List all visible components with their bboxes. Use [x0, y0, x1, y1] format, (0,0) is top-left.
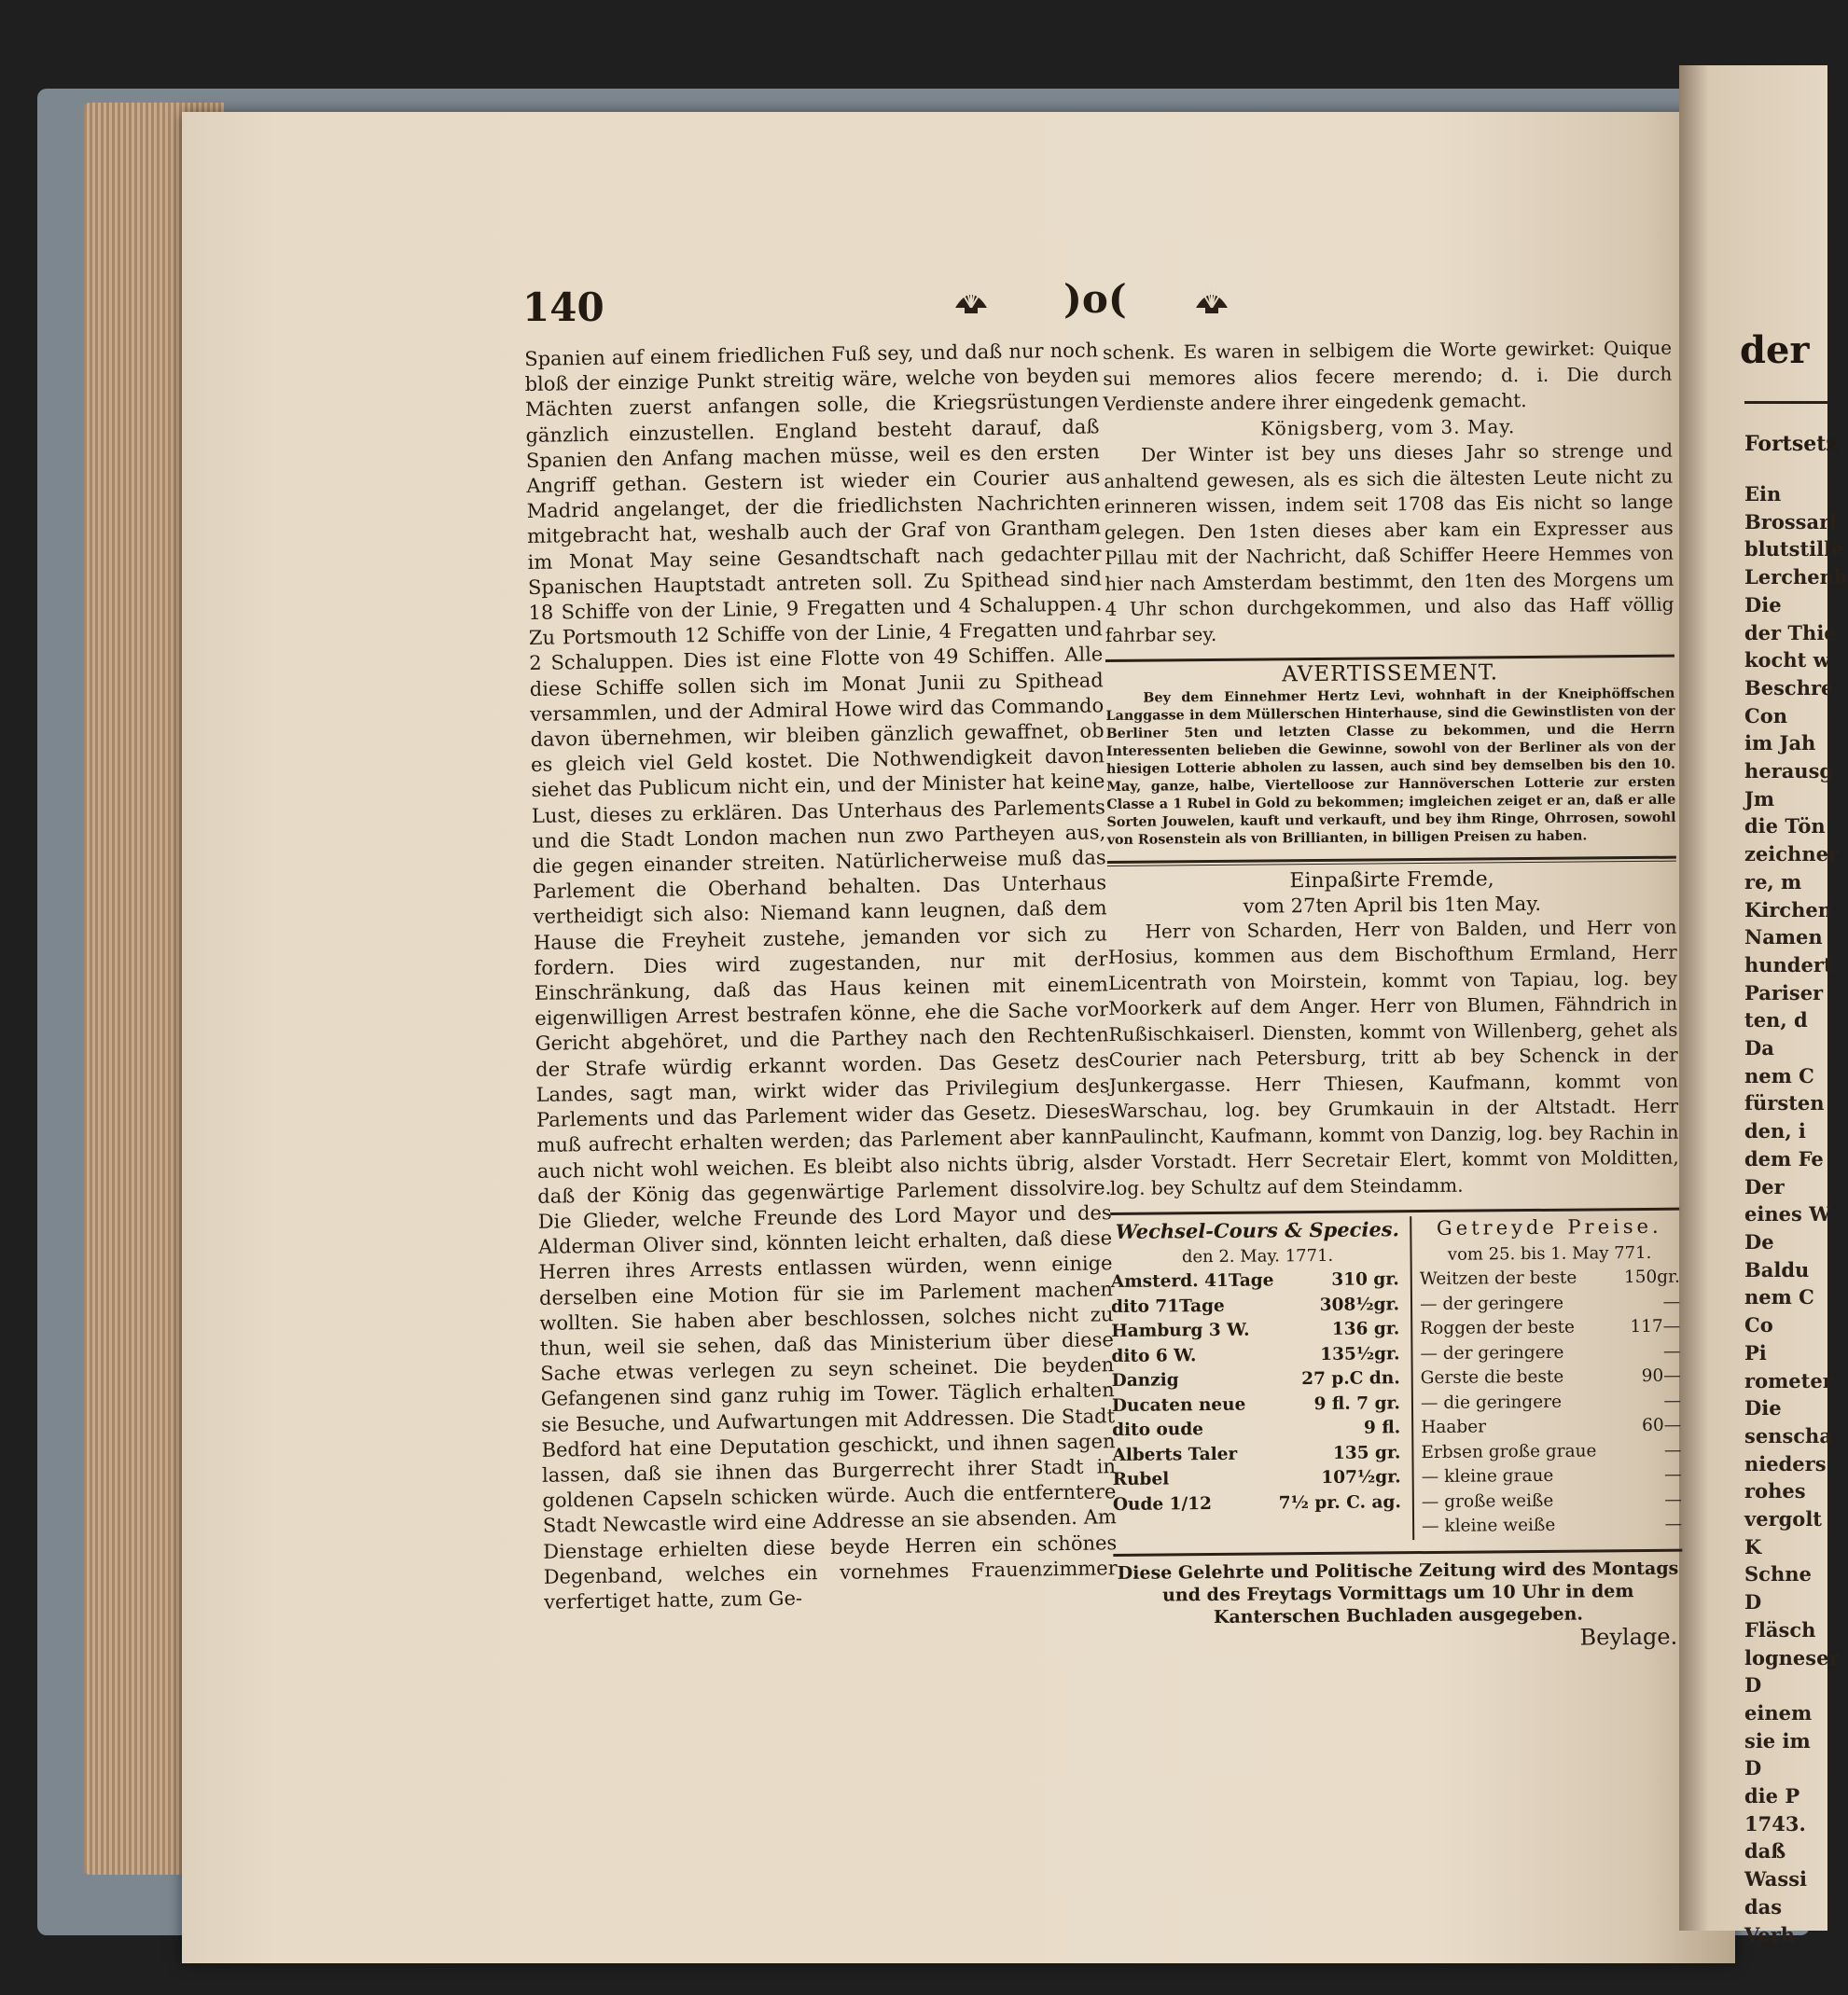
grain-value: —: [1664, 1489, 1682, 1510]
adjacent-page-heading: der: [1740, 328, 1810, 372]
grain-row: [1420, 1315, 1680, 1342]
exchange-row: [1112, 1416, 1406, 1443]
adjacent-page-rule: [1744, 401, 1827, 404]
grain-value: 90—: [1641, 1365, 1681, 1387]
exchange-title: Wechsel-Cours & Species.: [1115, 1217, 1399, 1243]
adjacent-page-text: [1744, 480, 1848, 1948]
adjacent-page-line: eines W: [1744, 1202, 1831, 1226]
adjacent-page-line: hundert: [1744, 952, 1833, 977]
exchange-value: 308½gr.: [1319, 1294, 1400, 1315]
adjacent-page-line: fürsten: [1744, 1091, 1825, 1115]
grain-label: Gerste die beste: [1420, 1366, 1564, 1389]
adjacent-page-line: senscha: [1744, 1423, 1832, 1448]
grain-row: [1422, 1463, 1682, 1490]
exchange-label: Hamburg 3 W.: [1111, 1320, 1250, 1341]
adjacent-page-line: re, m: [1744, 869, 1802, 894]
adjacent-page-line: Pi: [1744, 1340, 1767, 1365]
exchange-label: Oude 1/12: [1112, 1493, 1213, 1515]
exchange-row: [1111, 1317, 1405, 1344]
adjacent-page-line: daß: [1744, 1839, 1786, 1863]
adjacent-page-line: Die: [1744, 592, 1782, 617]
adjacent-page-line: Kirchen: [1744, 897, 1832, 921]
grain-table: [1411, 1214, 1682, 1540]
exchange-label: Alberts Taler: [1112, 1444, 1238, 1465]
shell-ornament-icon: [952, 280, 991, 319]
exchange-row: [1112, 1392, 1406, 1419]
adjacent-page-line: Lerchenb: [1744, 565, 1848, 589]
grain-row: [1420, 1266, 1680, 1293]
price-tables: [1110, 1214, 1682, 1543]
exchange-row: [1111, 1293, 1405, 1320]
adjacent-page-line: nieders: [1744, 1451, 1827, 1475]
grain-value: —: [1664, 1464, 1682, 1485]
grain-value: —: [1662, 1292, 1681, 1312]
adjacent-page-line: der Thie: [1744, 620, 1837, 644]
exchange-label: Danzig: [1111, 1370, 1179, 1391]
grain-title: Getreyde Preise.: [1436, 1214, 1662, 1240]
exchange-value: 135½gr.: [1320, 1343, 1400, 1365]
news-report: Der Winter ist bey uns dieses Jahr so strenge und anhaltend gewesen, als es sich die ältesten Leute nicht zu erinneren wissen, indem seit 1708 das Eis nicht so lange gelegen. Den 1sten dieses aber kam ein Expresser aus Pillau mit der Nachricht, daß Schiffer Heere Hemmes von hier nach Amsterdam bestimmt, den 1ten des Morgens um 4 Uhr schon durchgekommen, und also das Haff völlig fahrbar sey.: [1104, 438, 1674, 646]
grain-label: — kleine graue: [1421, 1465, 1554, 1488]
adjacent-page-line: sie im: [1744, 1728, 1811, 1753]
grain-row: [1421, 1438, 1681, 1465]
exchange-date: den 2. May. 1771.: [1181, 1245, 1334, 1267]
adjacent-page-line: D: [1744, 1756, 1762, 1780]
adjacent-page-line: herausg: [1744, 759, 1834, 783]
exchange-label: dito 6 W.: [1111, 1345, 1197, 1366]
exchange-row: [1113, 1490, 1407, 1517]
adjacent-page-line: Verh: [1744, 1922, 1796, 1947]
arrivals-subtitle: vom 27ten April bis 1ten May.: [1243, 892, 1542, 918]
adjacent-page-line: nem C: [1744, 1285, 1814, 1309]
news-paragraph: Spanien auf einem friedlichen Fuß sey, und daß nur noch bloß der einzige Punkt streitig wäre, welche von beyden Mächten zuerst anfangen solle, die Kriegsrüstungen gänzlich einzustellen. England besteht darauf, daß Spanien den Anfang machen müsse, weil es den ersten Angriff gethan. Gestern ist wieder ein Courier aus Madrid angelanget, der die friedlichsten Nachrichten mitgebracht hat, weshalb auch der Graf von Grantham im Monat May seine Gesandtschaft nach gedachter Spanischen Hauptstadt antreten soll. Zu Spithead sind 18 Schiffe von der Linie, 9 Fregatten und 4 Schaluppen. Zu Portsmouth 12 Schiffe von der Linie, 4 Fregatten und 2 Schaluppen. Dies ist eine Flotte von 49 Schiffen. Alle diese Schiffe sollen sich im Monat Junii zu Spithead versammlen, und der Admiral Howe wird das Commando davon übernehmen, wir bleiben gänzlich gewaffnet, ob es gleich viel Geld kostet. Die Nothwendigkeit davon siehet das Publicum nicht ein, und der Minister hat keine Lust, dieses zu erklären. Das Unterhaus des Parlements und die Stadt London machen nun zwo Partheyen aus, die gegen einander streiten. Natürlicherweise muß das Parlement die Oberhand behalten. Das Unterhaus vertheidigt sich also: Niemand kann leugnen, daß dem Hause die Freyheit zustehe, jemanden vor sich zu fordern. Dies wird zugestanden, nur mit der Einschränkung, daß das Haus keinen mit einem eigenwilligen Arrest bestrafen könne, ehe die Sache vor Gericht abgehöret, und die Parthey nach den Rechten der Strafe würdig erkannt worden. Das Gesetz des Landes, sagt man, wirkt wider das Privilegium des Parlements und das Parlement wider das Gesetz. Dieses muß aufrecht erhalten werden; das Parlement aber kann auch nicht wohl weichen. Es bleibt also nichts übrig, als daß der König das gegenwärtige Parlement dissolvire. Die Glieder, welche Freunde des Lord Mayor und des Alderman Oliver sind, könnten leicht erhalten, daß diese Herren ihres Arrests entlassen würden, wenn einige derselben eine Motion für sie im Parlement machen wollten. Sie haben aber beschlossen, solches nicht zu thun, weil sie sehen, daß das Ministerium über diese Sache etwas verlegen zu seyn scheinet. Die beyden Gefangenen sind ganz ruhig im Tower. Täglich erhalten sie Besuche, und Aufwartungen mit Addressen. Die Stadt Bedford hat eine Deputation geschickt, und ihnen sagen lassen, daß sie ihnen das Burgerrecht ihrer Stadt in goldenen Capseln schicken würde. Auch die entferntere Stadt Newcastle wird eine Addresse an sie absenden. Am Dienstage erhielten diese beyde Herren ein schönes Degenband, welches ein vornehmes Frauenzimmer verfertiget hatte, zum Ge-: [524, 339, 1118, 1614]
adjacent-page-line: rohes: [1744, 1479, 1806, 1503]
grain-date: vom 25. bis 1. May 771.: [1447, 1242, 1652, 1265]
grain-value: —: [1662, 1341, 1681, 1362]
adjacent-page-line: Beschre: [1744, 675, 1834, 700]
exchange-row: [1113, 1465, 1407, 1492]
adjacent-page-line: kocht w: [1744, 648, 1830, 672]
arrivals-body: Herr von Scharden, Herr von Balden, und Herr von Hosius, kommen aus dem Bischofthum Ermland, Herr Licentrath von Moirstein, kommt von Tapiau, log. bey Moorkerk auf dem Anger. Herr von Blumen, Fähndrich in Rußischkaiserl. Diensten, kommt von Willenberg, gehet als Courier nach Petersburg, tritt ab bey Schenck in der Junkergasse. Herr Thiesen, Kaufmann, kommt von Warschau, log. bey Grumkauin in der Altstadt. Herr Paulincht, Kaufmann, kommt von Danzig, log. bey Rachin in der Vorstadt. Herr Secretair Elert, kommt von Molditten, log. bey Schultz auf dem Steindamm.: [1107, 915, 1679, 1199]
grain-label: — kleine weiße: [1422, 1515, 1556, 1537]
adjacent-page-line: ten, d: [1744, 1008, 1808, 1032]
advert-title: AVERTISSEMENT.: [1282, 660, 1499, 687]
adjacent-page-subheading: Fortsetz: [1744, 432, 1838, 456]
dateline: Königsberg, vom 3. May.: [1260, 414, 1516, 440]
grain-value: 117—: [1630, 1316, 1681, 1337]
exchange-label: Rubel: [1112, 1469, 1170, 1489]
grain-row: [1422, 1513, 1682, 1540]
exchange-table: [1110, 1216, 1414, 1542]
adjacent-page-line: 1743.: [1744, 1811, 1806, 1836]
adjacent-page-line: zeichner: [1744, 842, 1840, 866]
news-continuation: schenk. Es waren in selbigem die Worte gewirket: Quique sui memores alios fecere merendo; d. i. Die durch Verdienste andere ihrer eingedenk gemacht.: [1103, 336, 1673, 415]
adjacent-page-line: rometer: [1744, 1368, 1833, 1392]
grain-label: — die geringere: [1420, 1392, 1563, 1413]
grain-label: — der geringere: [1419, 1293, 1564, 1314]
adjacent-page-line: Da: [1744, 1036, 1774, 1060]
adjacent-page-line: das: [1744, 1894, 1783, 1919]
adjacent-page-line: den, i: [1744, 1119, 1806, 1143]
adjacent-page-line: Co: [1744, 1313, 1773, 1337]
grain-label: Haaber: [1421, 1417, 1487, 1438]
exchange-label: dito oude: [1112, 1420, 1204, 1440]
adjacent-page-line: Con: [1744, 703, 1787, 727]
adjacent-page-line: Jm: [1744, 786, 1775, 810]
section-rule: [1113, 1548, 1682, 1556]
adjacent-page-line: die P: [1744, 1784, 1800, 1808]
grain-value: 60—: [1642, 1415, 1682, 1435]
exchange-value: 107½gr.: [1321, 1467, 1401, 1489]
exchange-label: dito 71Tage: [1110, 1295, 1225, 1317]
grain-value: —: [1664, 1514, 1683, 1534]
arrivals-title: Einpaßirte Fremde,: [1289, 866, 1494, 893]
exchange-row: [1111, 1268, 1405, 1295]
exchange-row: [1112, 1366, 1406, 1393]
grain-row: [1422, 1488, 1682, 1515]
exchange-row: [1111, 1342, 1405, 1369]
grain-row: [1420, 1290, 1680, 1317]
adjacent-page-line: Wassi: [1744, 1867, 1807, 1891]
catchword: Beylage.: [1579, 1623, 1678, 1651]
adjacent-page-line: Schne: [1744, 1562, 1812, 1586]
adjacent-page-line: Namen: [1744, 925, 1823, 949]
adjacent-page-line: im Jah: [1744, 731, 1816, 755]
center-ornament: )o(: [1063, 276, 1127, 322]
left-column: [524, 338, 1118, 1615]
grain-row: [1420, 1339, 1680, 1366]
adjacent-page-line: logneser: [1744, 1645, 1840, 1669]
adjacent-page-line: Pariser: [1744, 980, 1824, 1004]
exchange-label: Ducaten neue: [1111, 1394, 1246, 1416]
adjacent-page-line: nem C: [1744, 1063, 1814, 1088]
adjacent-page-line: De: [1744, 1229, 1774, 1254]
adjacent-page-line: vergolt: [1744, 1507, 1822, 1531]
grain-label: Erbsen große graue: [1421, 1440, 1597, 1462]
adjacent-page-line: dem Fe: [1744, 1146, 1824, 1171]
grain-label: Roggen der beste: [1420, 1317, 1576, 1339]
exchange-label: Amsterd. 41Tage: [1110, 1270, 1274, 1292]
exchange-value: 27 p.C dn.: [1301, 1368, 1400, 1390]
grain-label: Weitzen der beste: [1419, 1268, 1577, 1290]
adjacent-page-line: Fläsch: [1744, 1617, 1816, 1642]
exchange-value: 136 gr.: [1331, 1319, 1400, 1339]
shell-ornament-icon: [1192, 280, 1231, 319]
adjacent-page-line: Baldu: [1744, 1257, 1810, 1282]
grain-row: [1421, 1365, 1681, 1392]
grain-row: [1421, 1414, 1681, 1441]
adjacent-page-line: Die: [1744, 1396, 1782, 1420]
exchange-value: 9 fl. 7 gr.: [1313, 1392, 1401, 1414]
publication-notice: Diese Gelehrte und Politische Zeitung wird des Montags und des Freytags Vormittags um 10 Uhr in dem Kanterschen Buchladen ausgegeben.: [1117, 1558, 1679, 1628]
adjacent-page-line: blutstille: [1744, 537, 1844, 561]
advert-body: Bey dem Einnehmer Hertz Levi, wohnhaft in der Kneiphöffschen Langgasse in dem Müllerschen Hinterhause, sind die Gewinstlisten von der Berliner 5ten und letzten Classe zu bekommen, und die Herrn Interessenten belieben die Gewinne, sowohl von der Berliner als von der hiesigen Lotterie abholen zu lassen, auch sind bey demselben bis den 10. May, ganze, halbe, Viertelloose zur Hannöverschen Lotterie zur ersten Classe a 1 Rubel in Gold zu bekommen; imgleichen zeiget er an, daß er alle Sorten Jouwelen, kauft und verkauft, und bey ihm Ringe, Ohrrosen, sowohl von Rosenstein als von Brillianten, in billigen Preisen zu haben.: [1105, 686, 1676, 848]
adjacent-page-line: K: [1744, 1534, 1762, 1559]
exchange-row: [1112, 1441, 1406, 1468]
exchange-value: 135 gr.: [1332, 1442, 1401, 1463]
exchange-value: 310 gr.: [1331, 1269, 1399, 1290]
right-column: [1103, 336, 1683, 1655]
adjacent-page-line: die Tön: [1744, 814, 1826, 838]
adjacent-page-line: Der: [1744, 1174, 1785, 1198]
grain-value: 150gr.: [1623, 1267, 1680, 1288]
adjacent-page-line: D: [1744, 1590, 1762, 1614]
adjacent-page-line: einem: [1744, 1700, 1813, 1725]
grain-row: [1421, 1389, 1681, 1416]
grain-label: — große weiße: [1421, 1490, 1554, 1512]
grain-value: —: [1663, 1440, 1682, 1461]
adjacent-page-line: Brossarl: [1744, 509, 1838, 533]
grain-label: — der geringere: [1420, 1342, 1564, 1364]
adjacent-page-line: Ein: [1744, 482, 1782, 506]
exchange-value: 7½ pr. C. ag.: [1278, 1491, 1401, 1513]
adjacent-page-line: D: [1744, 1673, 1762, 1697]
exchange-value: 9 fl.: [1363, 1418, 1401, 1438]
page-number: 140: [522, 284, 604, 330]
grain-value: —: [1663, 1391, 1682, 1411]
